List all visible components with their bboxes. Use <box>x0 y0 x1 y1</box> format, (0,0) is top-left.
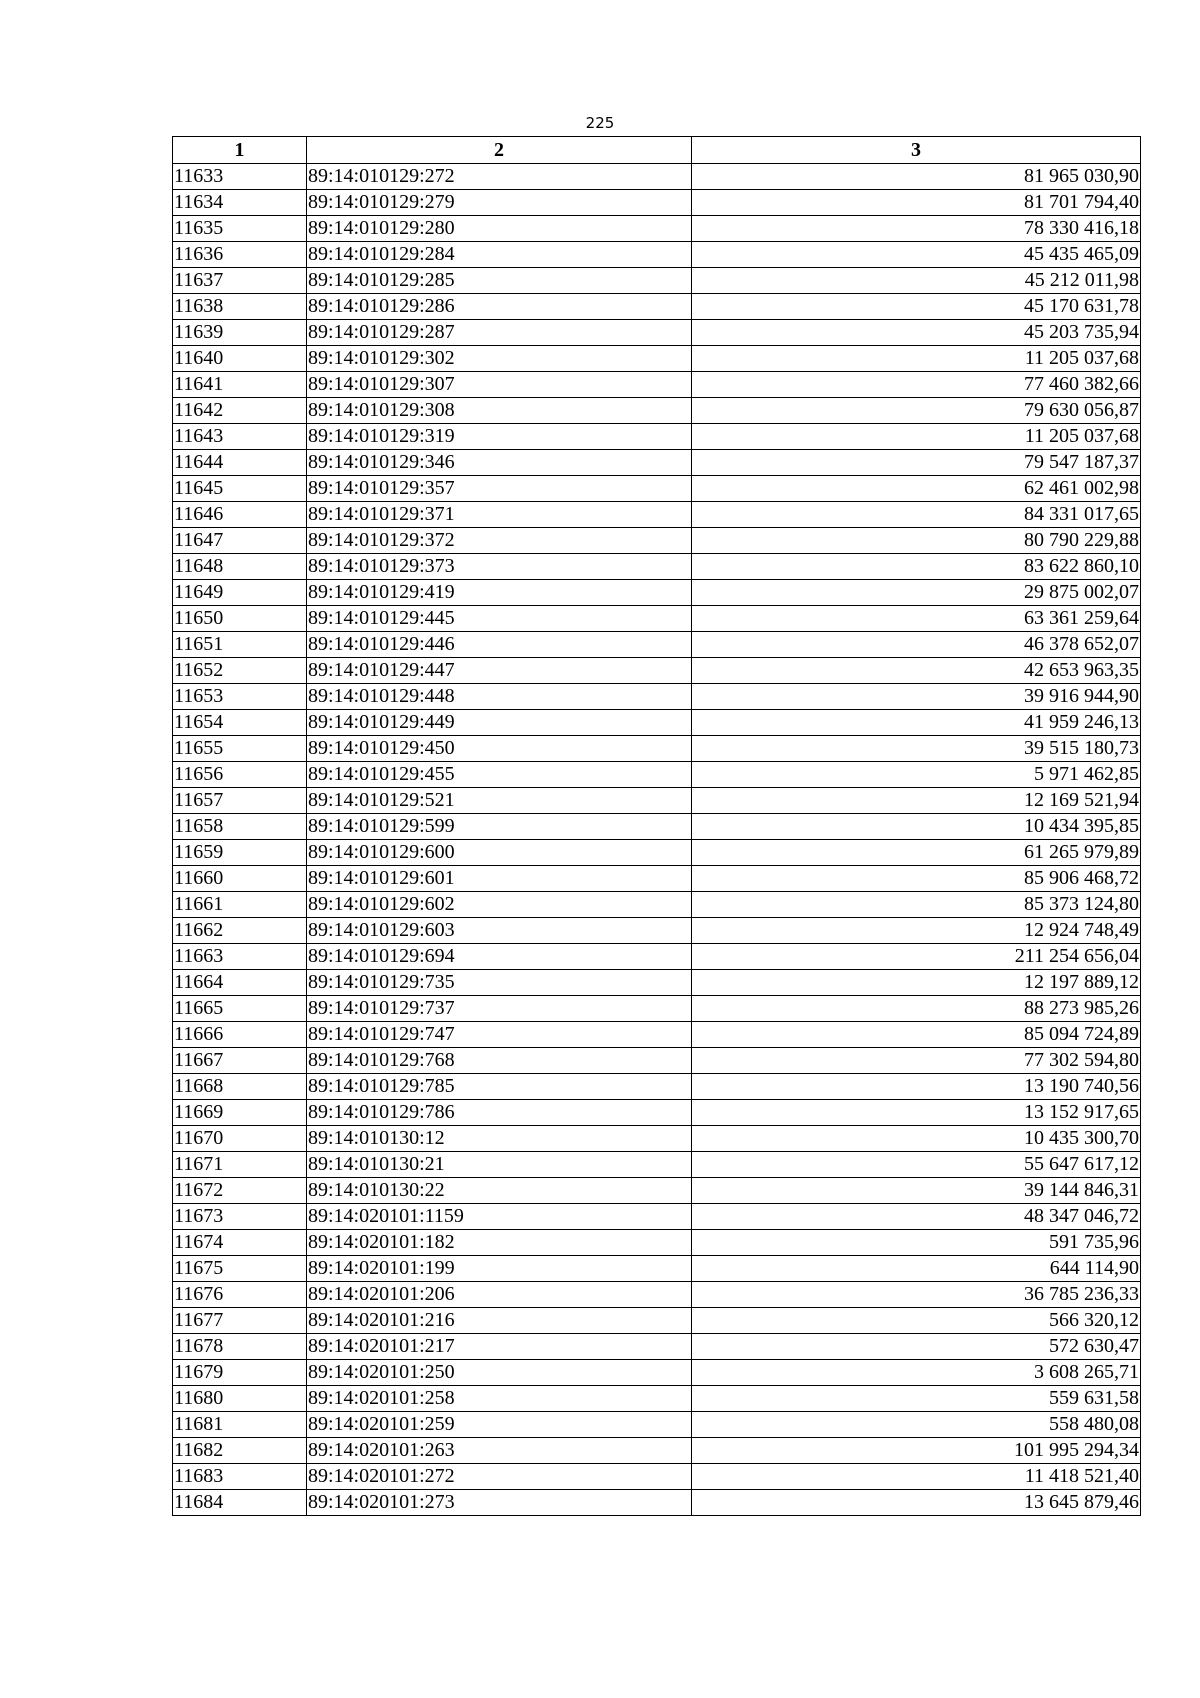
cadastral-number-cell: 89:14:010129:694 <box>307 944 692 970</box>
table-row <box>173 1256 1141 1282</box>
table-row <box>173 1022 1141 1048</box>
table-row <box>173 1464 1141 1490</box>
table-row <box>173 372 1141 398</box>
table-row <box>173 1152 1141 1178</box>
cadastral-number-cell: 89:14:020101:273 <box>307 1490 692 1516</box>
cadastral-value-cell: 11 418 521,40 <box>692 1464 1141 1490</box>
table-row <box>173 164 1141 190</box>
cadastral-value-cell: 39 144 846,31 <box>692 1178 1141 1204</box>
cadastral-value-cell: 13 645 879,46 <box>692 1490 1141 1516</box>
cadastral-number-cell: 89:14:010129:285 <box>307 268 692 294</box>
cadastral-number-cell: 89:14:020101:217 <box>307 1334 692 1360</box>
row-number-cell: 11663 <box>173 944 307 970</box>
row-number-cell: 11646 <box>173 502 307 528</box>
row-number-cell: 11657 <box>173 788 307 814</box>
table-row <box>173 1074 1141 1100</box>
cadastral-number-cell: 89:14:010129:448 <box>307 684 692 710</box>
cadastral-number-cell: 89:14:010129:445 <box>307 606 692 632</box>
table-row <box>173 450 1141 476</box>
cadastral-number-cell: 89:14:010129:371 <box>307 502 692 528</box>
cadastral-number-cell: 89:14:010130:21 <box>307 1152 692 1178</box>
table-row <box>173 242 1141 268</box>
table-body <box>173 164 1141 1516</box>
cadastral-number-cell: 89:14:010129:346 <box>307 450 692 476</box>
column-header-1: 1 <box>173 137 307 164</box>
cadastral-value-cell: 572 630,47 <box>692 1334 1141 1360</box>
table-row <box>173 268 1141 294</box>
cadastral-number-cell: 89:14:010129:447 <box>307 658 692 684</box>
row-number-cell: 11671 <box>173 1152 307 1178</box>
row-number-cell: 11649 <box>173 580 307 606</box>
cadastral-number-cell: 89:14:010129:302 <box>307 346 692 372</box>
row-number-cell: 11684 <box>173 1490 307 1516</box>
cadastral-value-cell: 5 971 462,85 <box>692 762 1141 788</box>
row-number-cell: 11651 <box>173 632 307 658</box>
cadastral-number-cell: 89:14:010129:785 <box>307 1074 692 1100</box>
table-row <box>173 476 1141 502</box>
table-row <box>173 1360 1141 1386</box>
cadastral-value-cell: 84 331 017,65 <box>692 502 1141 528</box>
cadastral-value-cell: 48 347 046,72 <box>692 1204 1141 1230</box>
table-row <box>173 684 1141 710</box>
table-row <box>173 1438 1141 1464</box>
cadastral-value-cell: 101 995 294,34 <box>692 1438 1141 1464</box>
cadastral-value-cell: 77 302 594,80 <box>692 1048 1141 1074</box>
row-number-cell: 11676 <box>173 1282 307 1308</box>
cadastral-number-cell: 89:14:010129:307 <box>307 372 692 398</box>
cadastral-value-cell: 12 924 748,49 <box>692 918 1141 944</box>
cadastral-number-cell: 89:14:010129:446 <box>307 632 692 658</box>
row-number-cell: 11659 <box>173 840 307 866</box>
row-number-cell: 11640 <box>173 346 307 372</box>
cadastral-value-cell: 88 273 985,26 <box>692 996 1141 1022</box>
row-number-cell: 11658 <box>173 814 307 840</box>
cadastral-number-cell: 89:14:020101:199 <box>307 1256 692 1282</box>
cadastral-value-cell: 81 701 794,40 <box>692 190 1141 216</box>
cadastral-value-cell: 591 735,96 <box>692 1230 1141 1256</box>
cadastral-number-cell: 89:14:010129:357 <box>307 476 692 502</box>
row-number-cell: 11652 <box>173 658 307 684</box>
cadastral-value-cell: 85 094 724,89 <box>692 1022 1141 1048</box>
table-row <box>173 1334 1141 1360</box>
cadastral-value-cell: 46 378 652,07 <box>692 632 1141 658</box>
cadastral-number-cell: 89:14:010129:279 <box>307 190 692 216</box>
cadastral-value-cell: 81 965 030,90 <box>692 164 1141 190</box>
row-number-cell: 11642 <box>173 398 307 424</box>
header-row <box>173 137 1141 164</box>
cadastral-value-cell: 13 190 740,56 <box>692 1074 1141 1100</box>
table-row <box>173 1386 1141 1412</box>
row-number-cell: 11667 <box>173 1048 307 1074</box>
table-row <box>173 892 1141 918</box>
table-row <box>173 1412 1141 1438</box>
cadastral-value-cell: 80 790 229,88 <box>692 528 1141 554</box>
cadastral-number-cell: 89:14:010130:12 <box>307 1126 692 1152</box>
row-number-cell: 11660 <box>173 866 307 892</box>
cadastral-value-cell: 39 515 180,73 <box>692 736 1141 762</box>
row-number-cell: 11673 <box>173 1204 307 1230</box>
cadastral-number-cell: 89:14:020101:272 <box>307 1464 692 1490</box>
cadastral-value-cell: 10 435 300,70 <box>692 1126 1141 1152</box>
cadastral-number-cell: 89:14:020101:250 <box>307 1360 692 1386</box>
cadastral-value-cell: 45 203 735,94 <box>692 320 1141 346</box>
table-row <box>173 554 1141 580</box>
cadastral-number-cell: 89:14:010129:419 <box>307 580 692 606</box>
cadastral-number-cell: 89:14:010129:450 <box>307 736 692 762</box>
cadastral-value-cell: 63 361 259,64 <box>692 606 1141 632</box>
cadastral-number-cell: 89:14:010129:308 <box>307 398 692 424</box>
cadastral-value-cell: 39 916 944,90 <box>692 684 1141 710</box>
cadastral-number-cell: 89:14:010129:373 <box>307 554 692 580</box>
table-row <box>173 1204 1141 1230</box>
table-row <box>173 216 1141 242</box>
cadastral-number-cell: 89:14:010129:601 <box>307 866 692 892</box>
row-number-cell: 11639 <box>173 320 307 346</box>
cadastral-number-cell: 89:14:010129:272 <box>307 164 692 190</box>
cadastral-value-cell: 45 170 631,78 <box>692 294 1141 320</box>
row-number-cell: 11674 <box>173 1230 307 1256</box>
cadastral-value-cell: 11 205 037,68 <box>692 346 1141 372</box>
cadastral-value-cell: 61 265 979,89 <box>692 840 1141 866</box>
table-row <box>173 1308 1141 1334</box>
row-number-cell: 11677 <box>173 1308 307 1334</box>
cadastral-value-cell: 83 622 860,10 <box>692 554 1141 580</box>
row-number-cell: 11683 <box>173 1464 307 1490</box>
cadastral-number-cell: 89:14:020101:1159 <box>307 1204 692 1230</box>
row-number-cell: 11668 <box>173 1074 307 1100</box>
cadastral-number-cell: 89:14:020101:216 <box>307 1308 692 1334</box>
cadastral-value-cell: 558 480,08 <box>692 1412 1141 1438</box>
table-row <box>173 424 1141 450</box>
cadastral-value-cell: 559 631,58 <box>692 1386 1141 1412</box>
table-row <box>173 658 1141 684</box>
cadastral-number-cell: 89:14:010129:280 <box>307 216 692 242</box>
table-row <box>173 1100 1141 1126</box>
table-header <box>173 137 1141 164</box>
table-row <box>173 996 1141 1022</box>
cadastral-number-cell: 89:14:010129:735 <box>307 970 692 996</box>
table-row <box>173 1230 1141 1256</box>
row-number-cell: 11670 <box>173 1126 307 1152</box>
row-number-cell: 11679 <box>173 1360 307 1386</box>
table-row <box>173 398 1141 424</box>
row-number-cell: 11661 <box>173 892 307 918</box>
cadastral-number-cell: 89:14:020101:206 <box>307 1282 692 1308</box>
row-number-cell: 11675 <box>173 1256 307 1282</box>
row-number-cell: 11656 <box>173 762 307 788</box>
row-number-cell: 11672 <box>173 1178 307 1204</box>
row-number-cell: 11664 <box>173 970 307 996</box>
table-row <box>173 294 1141 320</box>
cadastral-value-cell: 36 785 236,33 <box>692 1282 1141 1308</box>
row-number-cell: 11636 <box>173 242 307 268</box>
cadastral-number-cell: 89:14:010129:747 <box>307 1022 692 1048</box>
row-number-cell: 11637 <box>173 268 307 294</box>
cadastral-number-cell: 89:14:010129:603 <box>307 918 692 944</box>
row-number-cell: 11680 <box>173 1386 307 1412</box>
cadastral-value-cell: 79 547 187,37 <box>692 450 1141 476</box>
cadastral-value-cell: 45 212 011,98 <box>692 268 1141 294</box>
cadastral-number-cell: 89:14:010129:599 <box>307 814 692 840</box>
table-row <box>173 606 1141 632</box>
table-row <box>173 1282 1141 1308</box>
cadastral-number-cell: 89:14:010129:319 <box>307 424 692 450</box>
table-row <box>173 788 1141 814</box>
cadastral-number-cell: 89:14:020101:258 <box>307 1386 692 1412</box>
row-number-cell: 11643 <box>173 424 307 450</box>
row-number-cell: 11662 <box>173 918 307 944</box>
row-number-cell: 11653 <box>173 684 307 710</box>
row-number-cell: 11678 <box>173 1334 307 1360</box>
table-row <box>173 814 1141 840</box>
cadastral-value-cell: 62 461 002,98 <box>692 476 1141 502</box>
table-row <box>173 866 1141 892</box>
row-number-cell: 11633 <box>173 164 307 190</box>
cadastral-value-cell: 11 205 037,68 <box>692 424 1141 450</box>
row-number-cell: 11650 <box>173 606 307 632</box>
cadastral-number-cell: 89:14:010130:22 <box>307 1178 692 1204</box>
table-row <box>173 190 1141 216</box>
column-header-2: 2 <box>307 137 692 164</box>
row-number-cell: 11654 <box>173 710 307 736</box>
row-number-cell: 11655 <box>173 736 307 762</box>
row-number-cell: 11641 <box>173 372 307 398</box>
row-number-cell: 11669 <box>173 1100 307 1126</box>
cadastral-value-cell: 85 906 468,72 <box>692 866 1141 892</box>
row-number-cell: 11666 <box>173 1022 307 1048</box>
cadastral-number-cell: 89:14:010129:768 <box>307 1048 692 1074</box>
row-number-cell: 11681 <box>173 1412 307 1438</box>
table-row <box>173 1126 1141 1152</box>
cadastral-value-cell: 79 630 056,87 <box>692 398 1141 424</box>
cadastral-value-cell: 78 330 416,18 <box>692 216 1141 242</box>
cadastral-value-cell: 41 959 246,13 <box>692 710 1141 736</box>
cadastral-value-cell: 42 653 963,35 <box>692 658 1141 684</box>
table-row <box>173 710 1141 736</box>
cadastral-value-cell: 12 169 521,94 <box>692 788 1141 814</box>
cadastral-value-cell: 13 152 917,65 <box>692 1100 1141 1126</box>
row-number-cell: 11635 <box>173 216 307 242</box>
cadastral-number-cell: 89:14:010129:455 <box>307 762 692 788</box>
cadastral-value-cell: 10 434 395,85 <box>692 814 1141 840</box>
cadastral-number-cell: 89:14:010129:600 <box>307 840 692 866</box>
row-number-cell: 11644 <box>173 450 307 476</box>
cadastral-number-cell: 89:14:020101:263 <box>307 1438 692 1464</box>
table-row <box>173 840 1141 866</box>
cadastral-value-cell: 12 197 889,12 <box>692 970 1141 996</box>
row-number-cell: 11682 <box>173 1438 307 1464</box>
table-row <box>173 502 1141 528</box>
cadastral-value-table <box>172 136 1141 1516</box>
cadastral-value-cell: 211 254 656,04 <box>692 944 1141 970</box>
table-row <box>173 580 1141 606</box>
table-row <box>173 632 1141 658</box>
row-number-cell: 11645 <box>173 476 307 502</box>
column-header-3: 3 <box>692 137 1141 164</box>
cadastral-number-cell: 89:14:010129:449 <box>307 710 692 736</box>
cadastral-number-cell: 89:14:010129:521 <box>307 788 692 814</box>
table-row <box>173 528 1141 554</box>
cadastral-number-cell: 89:14:010129:786 <box>307 1100 692 1126</box>
cadastral-number-cell: 89:14:010129:372 <box>307 528 692 554</box>
cadastral-value-cell: 55 647 617,12 <box>692 1152 1141 1178</box>
table-row <box>173 970 1141 996</box>
table-row <box>173 762 1141 788</box>
table-row <box>173 736 1141 762</box>
table-row <box>173 1048 1141 1074</box>
cadastral-value-cell: 644 114,90 <box>692 1256 1141 1282</box>
cadastral-value-cell: 77 460 382,66 <box>692 372 1141 398</box>
cadastral-value-cell: 3 608 265,71 <box>692 1360 1141 1386</box>
cadastral-number-cell: 89:14:010129:284 <box>307 242 692 268</box>
table-row <box>173 1178 1141 1204</box>
table-row <box>173 1490 1141 1516</box>
cadastral-value-cell: 45 435 465,09 <box>692 242 1141 268</box>
page-number: 225 <box>585 114 615 132</box>
table-row <box>173 346 1141 372</box>
row-number-cell: 11665 <box>173 996 307 1022</box>
cadastral-value-cell: 85 373 124,80 <box>692 892 1141 918</box>
cadastral-value-cell: 29 875 002,07 <box>692 580 1141 606</box>
cadastral-number-cell: 89:14:010129:602 <box>307 892 692 918</box>
row-number-cell: 11634 <box>173 190 307 216</box>
cadastral-number-cell: 89:14:020101:182 <box>307 1230 692 1256</box>
cadastral-value-cell: 566 320,12 <box>692 1308 1141 1334</box>
row-number-cell: 11648 <box>173 554 307 580</box>
row-number-cell: 11647 <box>173 528 307 554</box>
table-row <box>173 944 1141 970</box>
cadastral-number-cell: 89:14:010129:737 <box>307 996 692 1022</box>
cadastral-number-cell: 89:14:010129:286 <box>307 294 692 320</box>
cadastral-number-cell: 89:14:020101:259 <box>307 1412 692 1438</box>
table-row <box>173 918 1141 944</box>
table-row <box>173 320 1141 346</box>
row-number-cell: 11638 <box>173 294 307 320</box>
cadastral-number-cell: 89:14:010129:287 <box>307 320 692 346</box>
